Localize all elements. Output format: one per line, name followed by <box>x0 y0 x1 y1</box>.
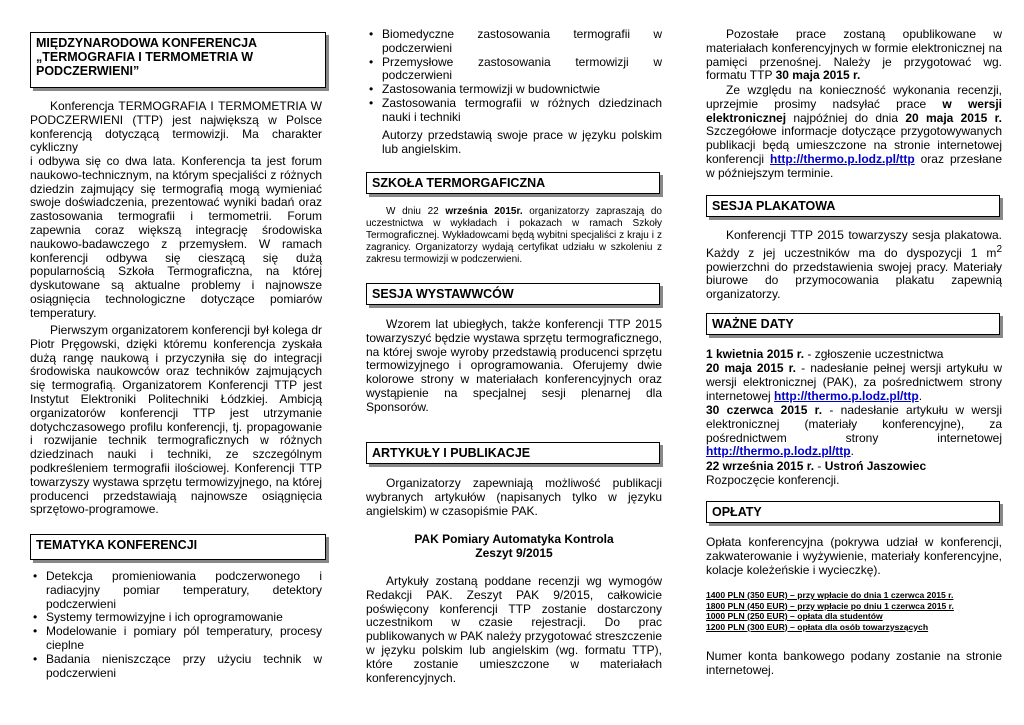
list-item: • Biomedyczne zastosowania termografii w podczerwieni <box>366 28 662 56</box>
list-item: • Systemy termowizyjne i ich oprogramowanie <box>30 611 322 625</box>
school-text: W dniu 22 września 2015r. organizatorzy zapraszają do uczestnictwa w wykładach i pokazach w ramach Szkoły Termograficznej. Wykładowcami będą wybitni specjaliści z kraju i z zagranicy. Organizatorzy wydają certyfikat udziału w szkoleniu z zakresu termowizji w podczerwieni. <box>366 206 662 265</box>
pak-issue: Zeszyt 9/2015 <box>475 546 553 560</box>
school-heading: SZKOŁA TERMORGAFICZNA <box>366 172 660 194</box>
topics-note: Autorzy przedstawią swoje prace w języku polskim lub angielskim. <box>382 128 662 156</box>
intro-paragraph-2: Pierwszym organizatorem konferencji był kolega dr Piotr Pręgowski, dzięki któremu konferencja zyskała dużą rangę naukową i przyczyniła się do integracji środowiska naukowców oraz techników zajmujących się termografią. Organizatorem Konferencji TTP jest Instytut Elektroniki Politechniki Łódzkiej. Ambicją organizatorów konferencji TTP jest utrzymanie dotychczasowego profilu konferencji, tj. propagowanie i rozwijanie technik termograficznych w różnych dziedzinach nauki i techniki, ze szczególnym podkreśleniem termografii ilościowej. Konferencji TTP towarzyszy wystawa sprzętu termowizyjnego, na której producenci przedstawiają najnowsze osiągnięcia sprzętowo-programowe. <box>30 323 322 517</box>
topics-list-continued <box>366 28 662 125</box>
intro-paragraph-1b: i odbywa się co dwa lata. Konferencja ta jest forum naukowo-technicznym, na którym specjaliści z różnych dziedzin zajmujący się termografią mogą wymieniać swoje doświadczenia, prezentować wyniki badań oraz zastosowania termografii i termometrii. Forum zapewnia coraz większą integrację środowiska naukowo-badawczego z przemysłem. W ramach konferencji odbywa się cieszącą się dużą popularnością Szkoła Termograficzna, na której dyskutowane są aktualne problemy i najnowsze osiągnięcia technologiczne dotyczące pomiarów temperatury. <box>30 154 322 320</box>
date-3: 30 czerwca 2015 r. - nadesłanie artykułu w wersji elektronicznej (materiały konferencyjne), za pośrednictwem strony internetowej http://thermo.p.lodz.pl/ttp. <box>706 403 1002 459</box>
date-4-note: Rozpoczęcie konferencji. <box>706 473 840 487</box>
list-item: • Detekcja promieniowania podczerwonego i radiacyjny pomiar temperatury, detektory podczerwieni <box>30 570 322 611</box>
list-item: • Badania nieniszczące przy użyciu technik w podczerwieni <box>30 653 322 681</box>
review-text: Ze względu na konieczność wykonania recenzji, uprzejmie prosimy nadsyłać prace w wersji elektronicznej najpóźniej do dnia 20 maja 2015 r. Szczegółowe informacje dotyczące przygotowywanych publikacji będą umieszczone na stronie internetowej konferencji http://thermo.p.lodz.pl/ttp oraz przesłane w późniejszym terminie. <box>706 83 1002 180</box>
date-2: 20 maja 2015 r. - nadesłanie pełnej wersji artykułu w wersji elektronicznej (PAK), za pośrednictwem strony internetowej http://thermo.p.lodz.pl/ttp. <box>706 361 1002 403</box>
list-item: • Modelowanie i pomiary pól temperatury, procesy cieplne <box>30 625 322 653</box>
date-2-url-link[interactable]: http://thermo.p.lodz.pl/ttp <box>774 388 919 403</box>
fee-item: 1200 PLN (300 EUR) – opłata dla osób towarzyszących <box>706 621 929 632</box>
other-papers-text: Pozostałe prace zostaną opublikowane w materiałach konferencyjnych w formie elektronicznej na pamięci przenośnej. Należy je przygotować wg. formatu TTP 30 maja 2015 r. <box>706 27 1002 83</box>
exhibitors-text: Wzorem lat ubiegłych, także konferencji TTP 2015 towarzyszyć będzie wystawa sprzętu termograficznego, na której swoje wyroby przedstawią producenci sprzętu termowizyjnego i oprogramowania. Oferujemy dwie kolorowe strony w materiałach konferencyjnych oraz wystąpienie na specjalnej sesji plenarnej dla Sponsorów. <box>366 317 662 414</box>
exhibitors-heading: SESJA WYSTAWWCÓW <box>366 283 660 305</box>
articles-heading: ARTYKUŁY I PUBLIKACJE <box>366 442 660 464</box>
date-1: 1 kwietnia 2015 r. - zgłoszenie uczestnictwa <box>706 347 944 361</box>
fees-text: Opłata konferencyjna (pokrywa udział w konferencji, zakwaterowanie i wyżywienie, materiały konferencyjne, kolacje koleżeńskie i wycieczkę). <box>706 535 1002 577</box>
intro-paragraph-1: Konferencja TERMOGRAFIA I TERMOMETRIA W PODCZERWIENI (TTP) jest największą w Polsce konferencją dotyczącą termowizji. Ma charakter cykliczny <box>30 99 322 155</box>
topics-list <box>30 570 322 680</box>
conference-url-link[interactable]: http://thermo.p.lodz.pl/ttp <box>770 151 915 166</box>
fee-item: 1000 PLN (250 EUR) – opłata dla studentów <box>706 611 883 621</box>
fee-item: 1400 PLN (350 EUR) – przy wpłacie do dnia 1 czerwca 2015 r. <box>706 590 954 600</box>
list-item: • Zastosowania termografii w różnych dziedzinach nauki i techniki <box>366 97 662 125</box>
articles-text: Organizatorzy zapewniają możliwość publikacji wybranych artykułów (napisanych tylko w języku angielskim) w czasopiśmie PAK. <box>366 476 662 518</box>
pak-title: PAK Pomiary Automatyka Kontrola <box>414 532 614 546</box>
bank-text: Numer konta bankowego podany zostanie na stronie internetowej. <box>706 649 1002 677</box>
list-item: • Zastosowania termowizji w budownictwie <box>366 83 662 97</box>
conference-title: MIĘDZYNARODOWA KONFERENCJA „TERMOGRAFIA I TERMOMETRIA W PODCZERWIENI” <box>36 36 257 78</box>
articles-text-2: Artykuły zostaną poddane recenzji wg wymogów Redakcji PAK. Zeszyt PAK 9/2015, całkowicie poświęcony konferencji TTP zostanie dostarczony uczestnikom w czasie rejestracji. Do prac publikowanych w PAK należy przygotować streszczenie w języku polskim lub angielskim (wg. formatu TTP), które zostanie umieszczone w materiałach konferencyjnych. <box>366 574 662 685</box>
topics-heading: TEMATYKA KONFERENCJI <box>30 534 326 560</box>
conference-title-box <box>30 32 326 88</box>
fees-heading: OPŁATY <box>706 501 1000 523</box>
poster-heading: SESJA PLAKATOWA <box>706 195 1000 217</box>
list-item: • Przemysłowe zastosowania termowizji w podczerwieni <box>366 56 662 84</box>
date-4: 22 września 2015 r. - Ustroń Jaszowiec <box>706 459 927 473</box>
dates-heading: WAŻNE DATY <box>706 313 1000 335</box>
date-3-url-link[interactable]: http://thermo.p.lodz.pl/ttp <box>706 444 851 459</box>
fee-item: 1800 PLN (450 EUR) – przy wpłacie po dniu 1 czerwca 2015 r. <box>706 600 954 611</box>
fees-list <box>706 590 1002 632</box>
poster-text: Konferencji TTP 2015 towarzyszy sesja plakatowa. Każdy z jej uczestników ma do dyspozycji 1 $m^2$ powierzchni do przedstawienia swojej pracy. Materiały biurowe do przymocowania plakatu zapewnią organizatorzy. <box>706 228 1002 302</box>
